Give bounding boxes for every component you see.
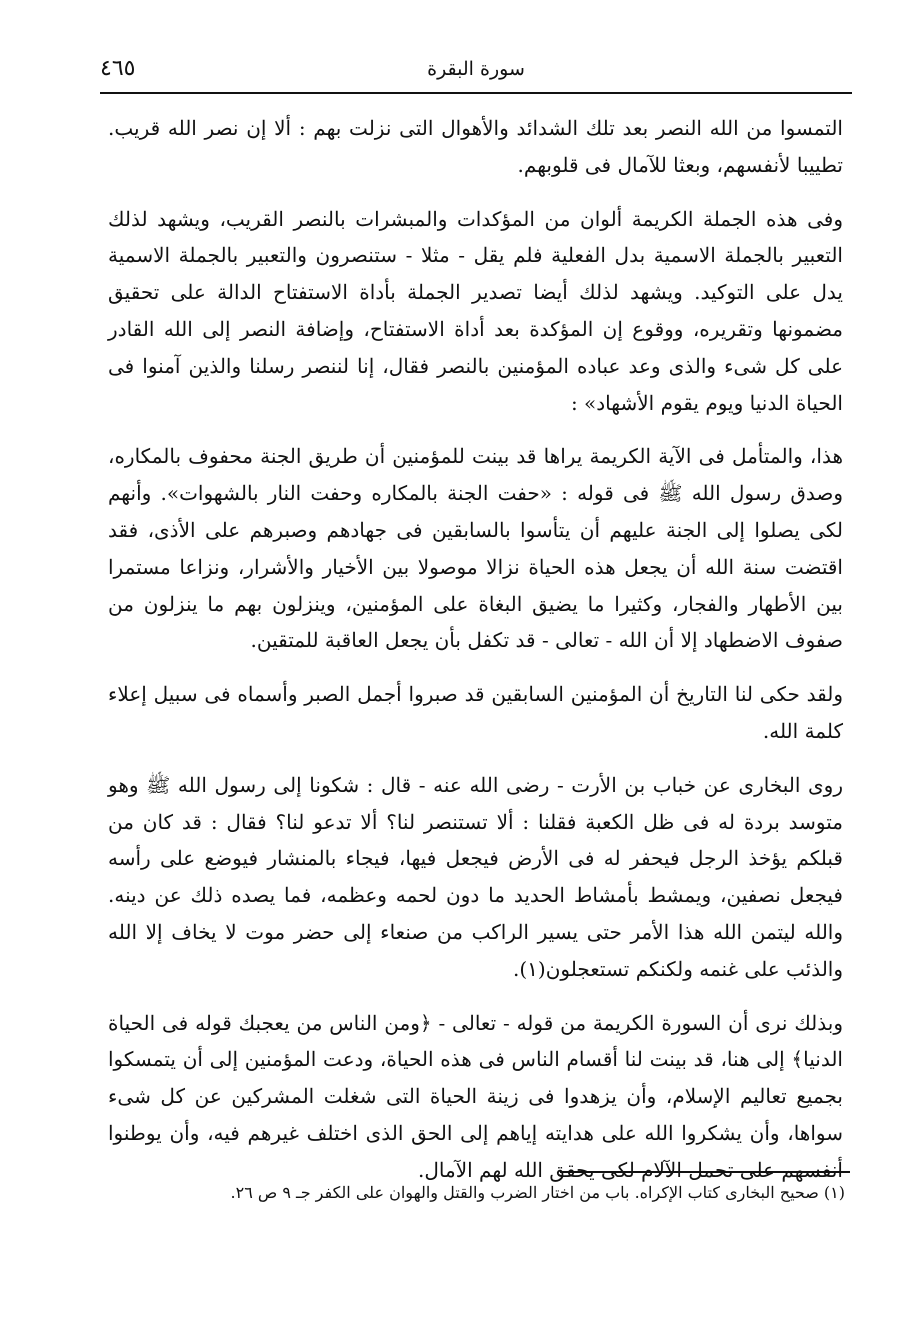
header-rule [100, 92, 852, 94]
paragraph: التمسوا من الله النصر بعد تلك الشدائد والأهوال التى نزلت بهم : ألا إن نصر الله قريب. تطييبا لأنفسهم، وبعثا للآمال فى قلوبهم. [108, 116, 843, 177]
paragraph: وبذلك نرى أن السورة الكريمة من قوله - تعالى - ﴿ومن الناس من يعجبك قوله فى الحياة الدنيا﴾ إلى هنا، قد بينت لنا أقسام الناس فى هذه الحياة، ودعت المؤمنين إلى أن يتمسكوا بجميع تعاليم الإسلام، وأن يزهدوا فى زينة الحياة التى شغلت المشركين عن كل شىء سواها، وأن يشكروا الله على هدايته إياهم إلى الحق الذى اختلف غيرهم فيه، وأن يوطنوا أنفسهم على تحمل الآلام لكى يحقق الله لهم الآمال. [108, 1010, 843, 1182]
paragraph: ولقد حكى لنا التاريخ أن المؤمنين السابقين قد صبروا أجمل الصبر وأسماه فى سبيل إعلاء كلمة الله. [108, 682, 843, 743]
paragraph: هذا، والمتأمل فى الآية الكريمة يراها قد بينت للمؤمنين أن طريق الجنة محفوف بالمكاره، وصدق رسول الله ﷺ فى قوله : «حفت الجنة بالمكاره وحفت النار بالشهوات». وأنهم لكى يصلوا إلى الجنة عليهم أن يتأسوا بالسابقين فى جهادهم وصبرهم على الأذى، فقد اقتضت سنة الله أن يجعل هذه الحياة نزالا موصولا بين الأخيار والأشرار، ونزاعا مستمرا بين الأطهار والفجار، وكثيرا ما يضيق البغاة على المؤمنين، وينزلون بهم ما ينزلون من صفوف الاضطهاد إلا أن الله - تعالى - قد تكفل بأن يجعل العاقبة للمتقين. [108, 444, 844, 653]
paragraph: روى البخارى عن خباب بن الأرت - رضى الله عنه - قال : شكونا إلى رسول الله ﷺ وهو متوسد بردة له فى ظل الكعبة فقلنا : ألا تستنصر لنا؟ ألا تدعو لنا؟ فقال : قد كان من قبلكم يؤخذ الرجل فيحفر له فى الأرض فيجعل فيها، فيجاء بالمنشار فيوضع على رأسه فيجعل نصفين، ويمشط بأمشاط الحديد ما دون لحمه وعظمه، فما يصده ذلك عن دينه. والله ليتمن الله هذا الأمر حتى يسير الراكب من صنعاء إلى حضر موت لا يخاف إلا الله والذئب على غنمه ولكنكم تستعجلون(١). [108, 772, 843, 981]
page-number: ٤٦٥ [100, 56, 136, 81]
footnote: (١) صحيح البخارى كتاب الإكراه. باب من اختار الضرب والقتل والهوان على الكفر جـ ٩ ص ٢٦. [230, 1183, 845, 1202]
body-text [108, 110, 843, 1206]
footnote-rule [560, 1171, 850, 1173]
surah-title: سورة البقرة [427, 58, 525, 80]
paragraph: وفى هذه الجملة الكريمة ألوان من المؤكدات والمبشرات بالنصر القريب، ويشهد لذلك التعبير بالجملة الاسمية بدل الفعلية فلم يقل - مثلا - ستنصرون والتعبير بالجملة الاسمية يدل على التوكيد. ويشهد لذلك أيضا تصدير الجملة بأداة الاستفتاح الدالة على تحقيق مضمونها وتقريره، ووقوع إن المؤكدة بعد أداة الاستفتاح، وإضافة النصر إلى الله القادر على كل شىء والذى وعد عباده المؤمنين بالنصر فقال، إنا لننصر رسلنا والذين آمنوا فى الحياة الدنيا ويوم يقوم الأشهاد» : [108, 206, 843, 415]
page-header [100, 50, 852, 90]
